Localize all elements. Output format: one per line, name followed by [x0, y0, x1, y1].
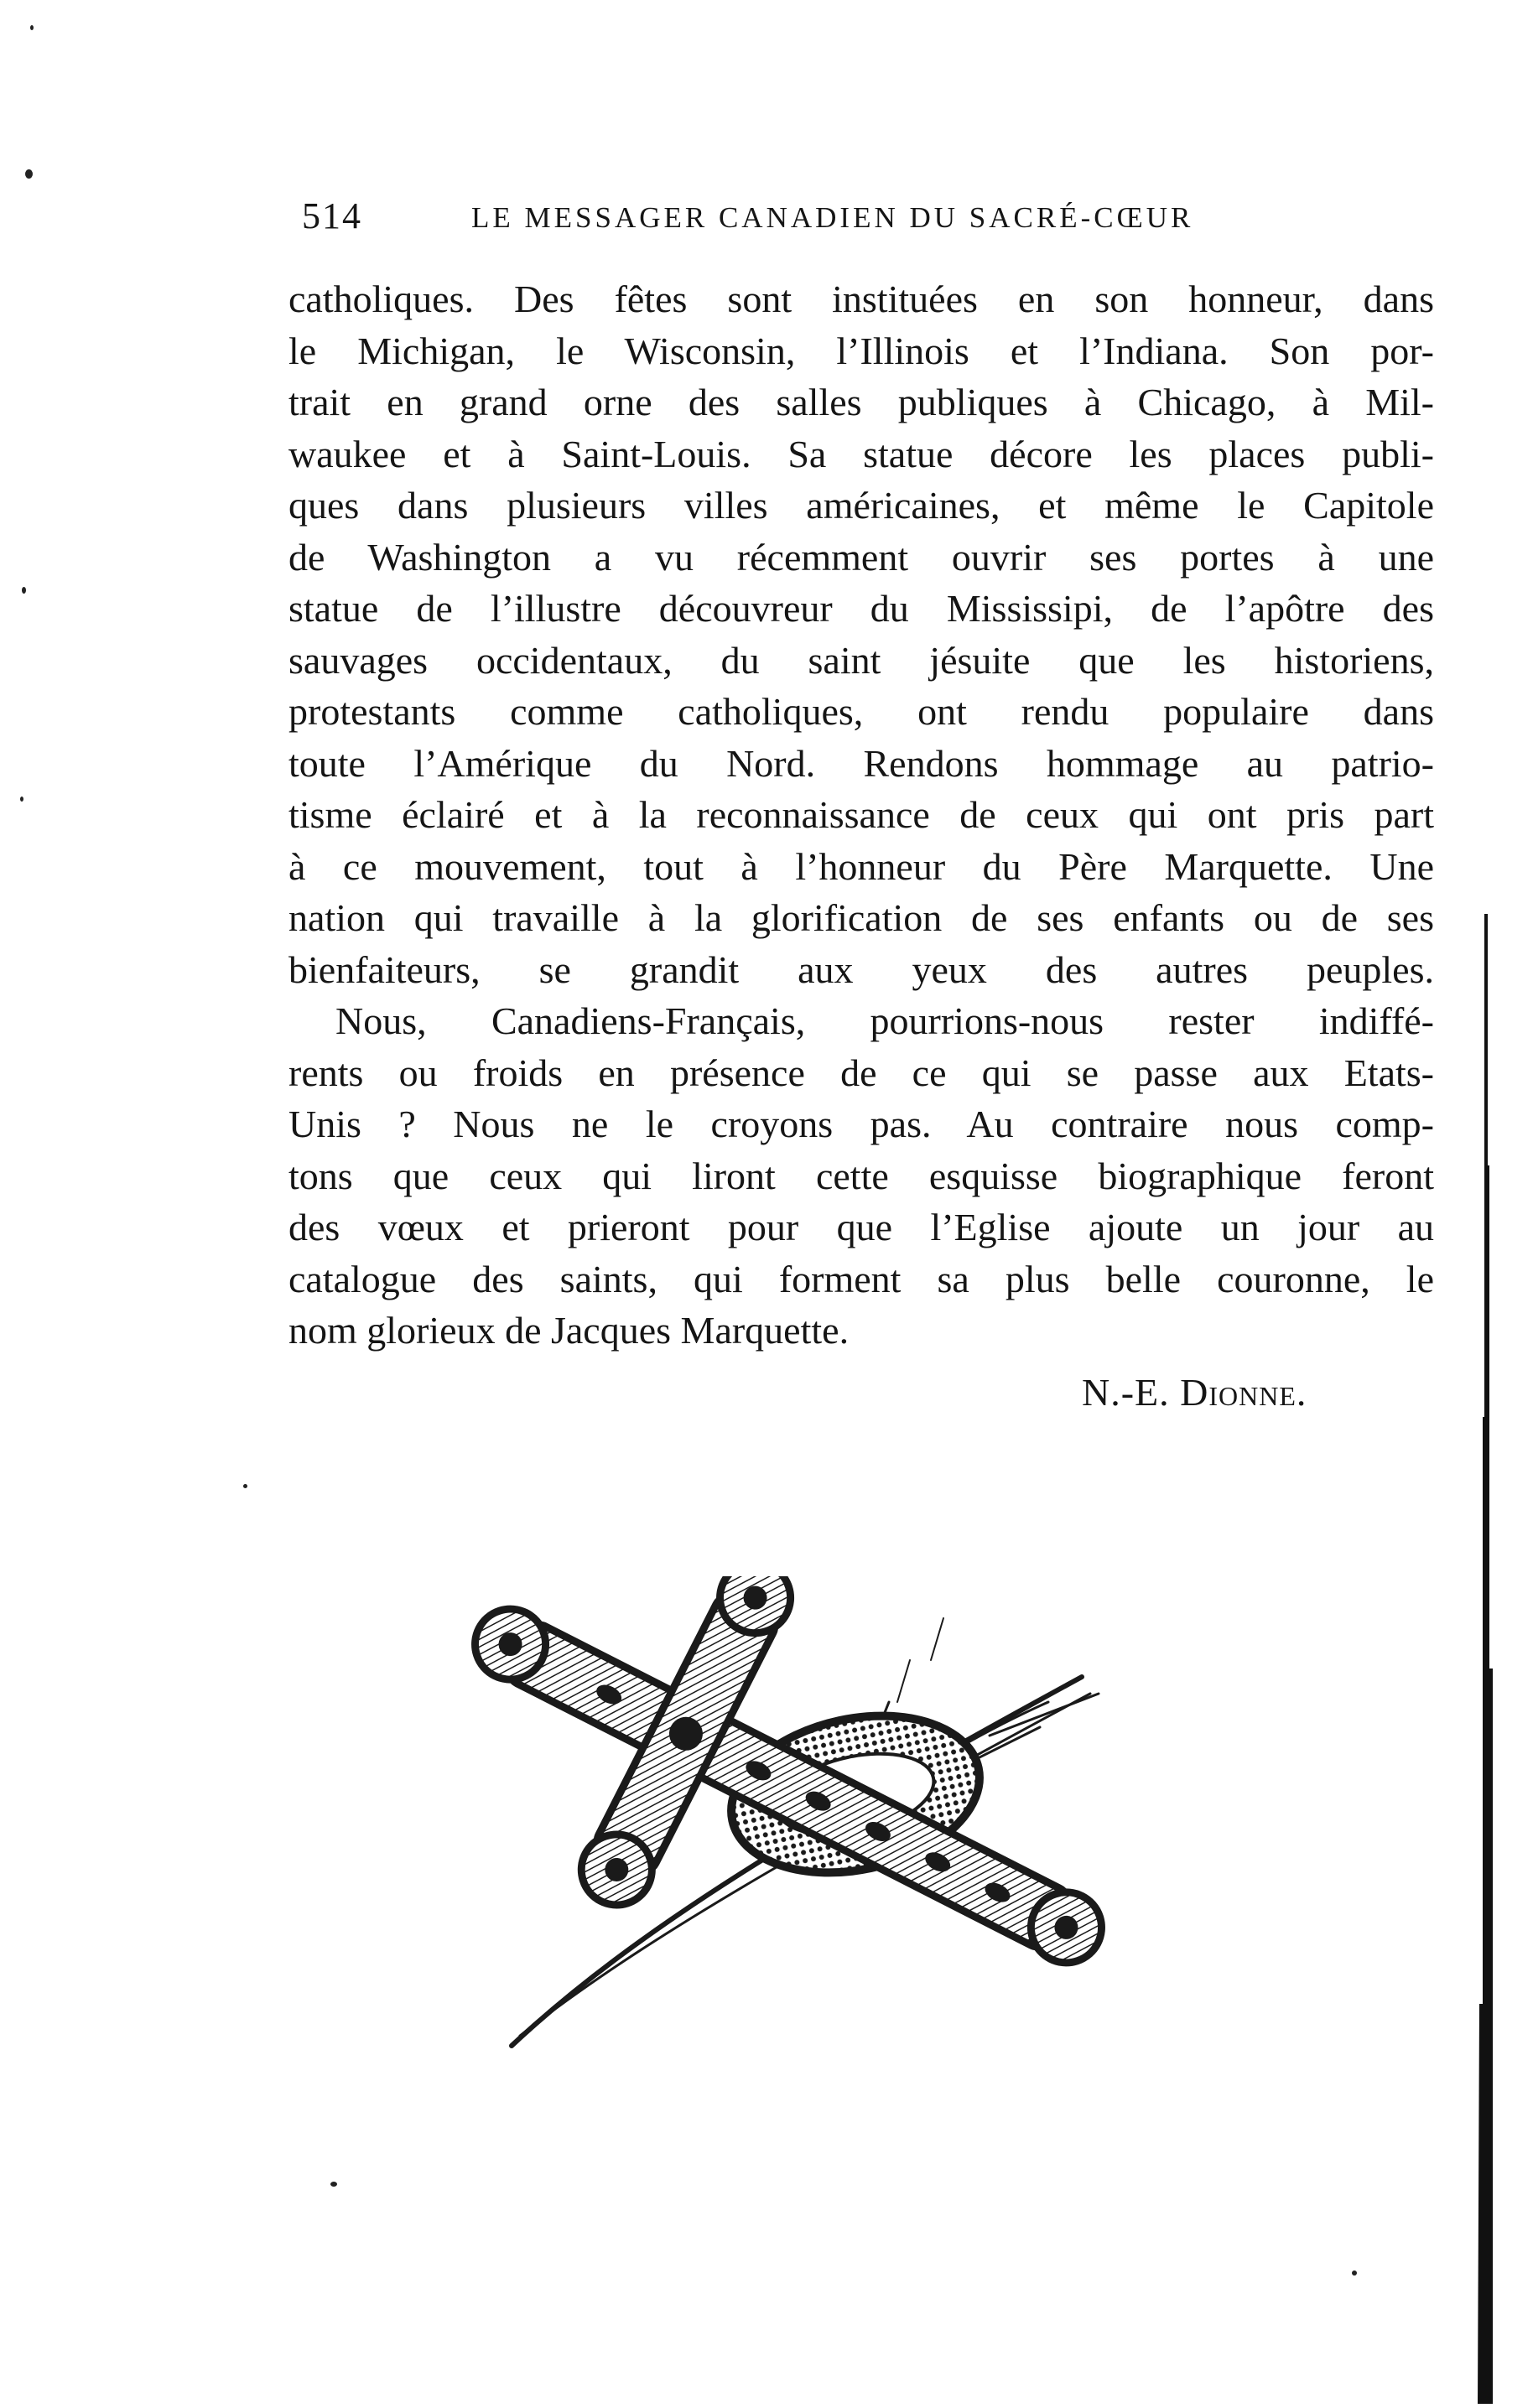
text-line: toute l’Amérique du Nord. Rendons hommage au patrio-: [288, 741, 1434, 785]
scan-speck: [330, 2182, 337, 2187]
crucifix-vignette-icon: [453, 1576, 1275, 2063]
text-line: statue de l’illustre découvreur du Mississipi, de l’apôtre des: [288, 587, 1434, 630]
scan-speck: [20, 797, 23, 802]
scan-speck: [30, 25, 34, 30]
text-line: rents ou froids en présence de ce qui se passe aux Etats-: [288, 1051, 1434, 1094]
text-line: ques dans plusieurs villes américaines, et même le Capitole: [288, 484, 1434, 527]
text-line: bienfaiteurs, se grandit aux yeux des autres peuples.: [288, 947, 1434, 991]
scan-speck: [243, 1484, 247, 1488]
text-line: Unis ? Nous ne le croyons pas. Au contraire nous comp-: [288, 1103, 1434, 1145]
text-line: nom glorieux de Jacques Marquette.: [288, 1309, 850, 1352]
text-line: tisme éclairé et à la reconnaissance de ceux qui ont pris part: [288, 793, 1434, 836]
text-line: le Michigan, le Wisconsin, l’Illinois et l’Indiana. Son por-: [288, 329, 1434, 372]
author-signature: N.-E. Dionne.: [1082, 1371, 1307, 1414]
scan-speck: [1352, 2270, 1357, 2276]
text-line: catalogue des saints, qui forment sa plus belle couronne, le: [288, 1257, 1434, 1300]
text-line: protestants comme catholiques, ont rendu populaire dans: [288, 690, 1434, 733]
text-line: trait en grand orne des salles publiques à Chicago, à Mil-: [288, 381, 1434, 423]
scan-speck: [22, 587, 26, 594]
scan-speck: [25, 169, 33, 179]
body-text: [288, 273, 1434, 1357]
text-line: Nous, Canadiens-Français, pourrions-nous rester indiffé-: [335, 999, 1434, 1042]
running-title: LE MESSAGER CANADIEN DU SACRÉ-CŒUR: [471, 201, 1194, 234]
text-line: catholiques. Des fêtes sont instituées en son honneur, dans: [288, 278, 1434, 320]
text-line: waukee et à Saint-Louis. Sa statue décore les places publi-: [288, 432, 1434, 475]
text-line: sauvages occidentaux, du saint jésuite que les historiens,: [288, 638, 1434, 682]
page-header: [288, 195, 1303, 245]
text-line: nation qui travaille à la glorification de ses enfants ou de ses: [288, 896, 1434, 939]
scan-edge-shadow: [1473, 914, 1498, 2404]
text-line: des vœux et prieront pour que l’Eglise ajoute un jour au: [288, 1206, 1434, 1248]
text-line: à ce mouvement, tout à l’honneur du Père Marquette. Une: [288, 844, 1434, 888]
text-line: de Washington a vu récemment ouvrir ses portes à une: [288, 535, 1434, 579]
page-number: 514: [302, 195, 362, 236]
text-line: tons que ceux qui liront cette esquisse biographique feront: [288, 1154, 1434, 1197]
